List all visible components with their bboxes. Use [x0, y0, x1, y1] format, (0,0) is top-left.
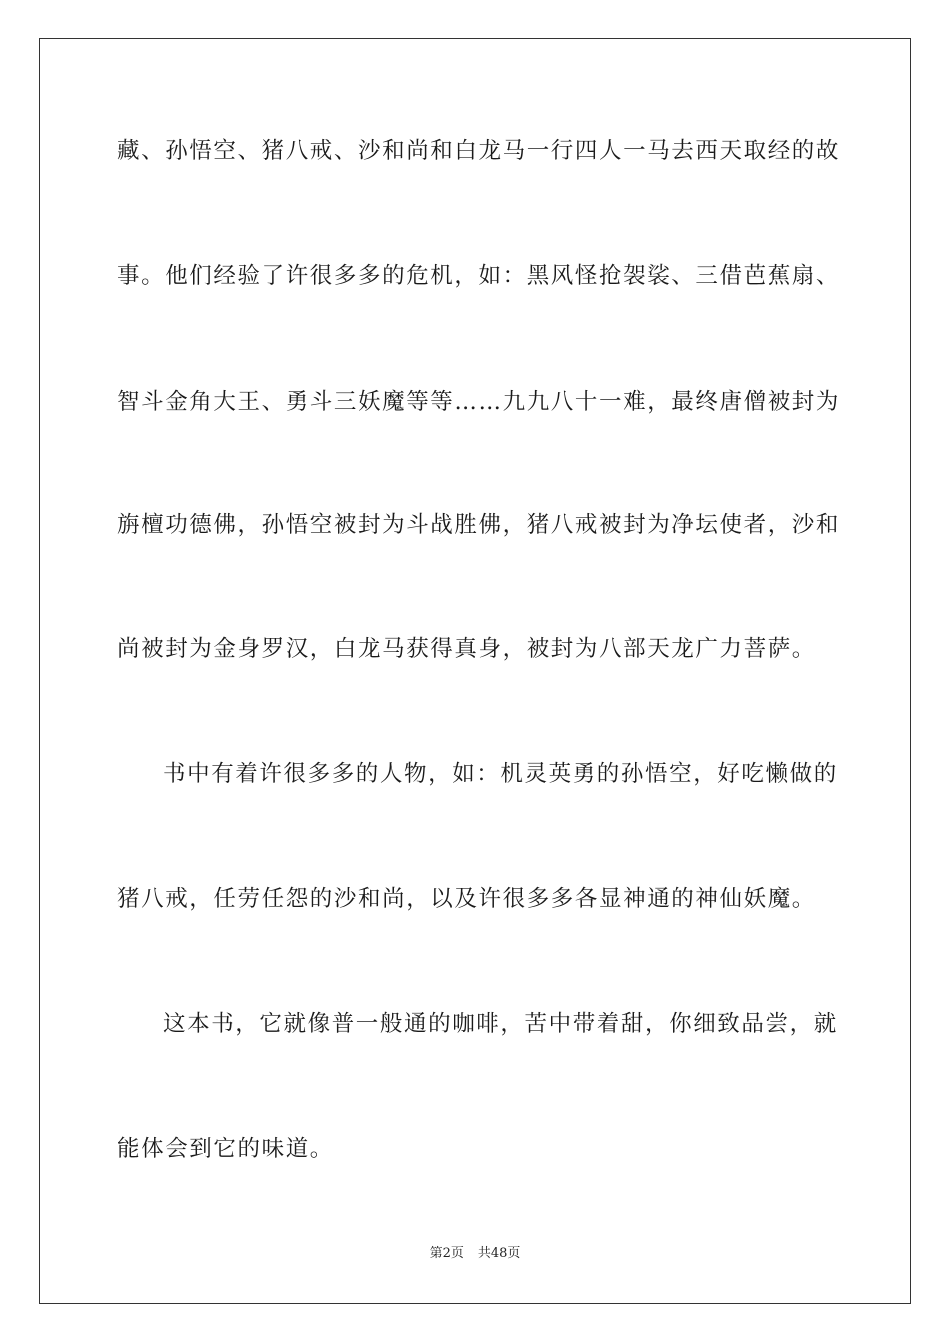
text-line-7: 猪八戒，任劳任怨的沙和尚，以及许很多多各显神通的神仙妖魔。 [117, 886, 816, 912]
page-border [39, 38, 911, 1304]
text-line-2: 事。他们经验了许很多多的危机，如：黑风怪抢袈裟、三借芭蕉扇、 [117, 263, 841, 289]
paragraph-2-first-line: 书中有着许很多多的人物，如：机灵英勇的孙悟空，好吃懒做的 [163, 761, 838, 787]
text-line-9: 能体会到它的味道。 [117, 1136, 334, 1162]
paragraph-3-first-line: 这本书，它就像普一般通的咖啡，苦中带着甜，你细致品尝，就 [163, 1011, 838, 1037]
text-line-5: 尚被封为金身罗汉，白龙马获得真身，被封为八部天龙广力菩萨。 [117, 636, 816, 662]
page-total: 共48页 [477, 1246, 521, 1261]
text-line-4: 旃檀功德佛，孙悟空被封为斗战胜佛，猪八戒被封为净坛使者，沙和 [117, 512, 841, 538]
page-number: 第2页 [429, 1246, 464, 1261]
text-line-1: 藏、孙悟空、猪八戒、沙和尚和白龙马一行四人一马去西天取经的故 [117, 138, 841, 164]
text-line-3: 智斗金角大王、勇斗三妖魔等等……九九八十一难，最终唐僧被封为 [117, 389, 841, 415]
page-footer [0, 1245, 950, 1263]
